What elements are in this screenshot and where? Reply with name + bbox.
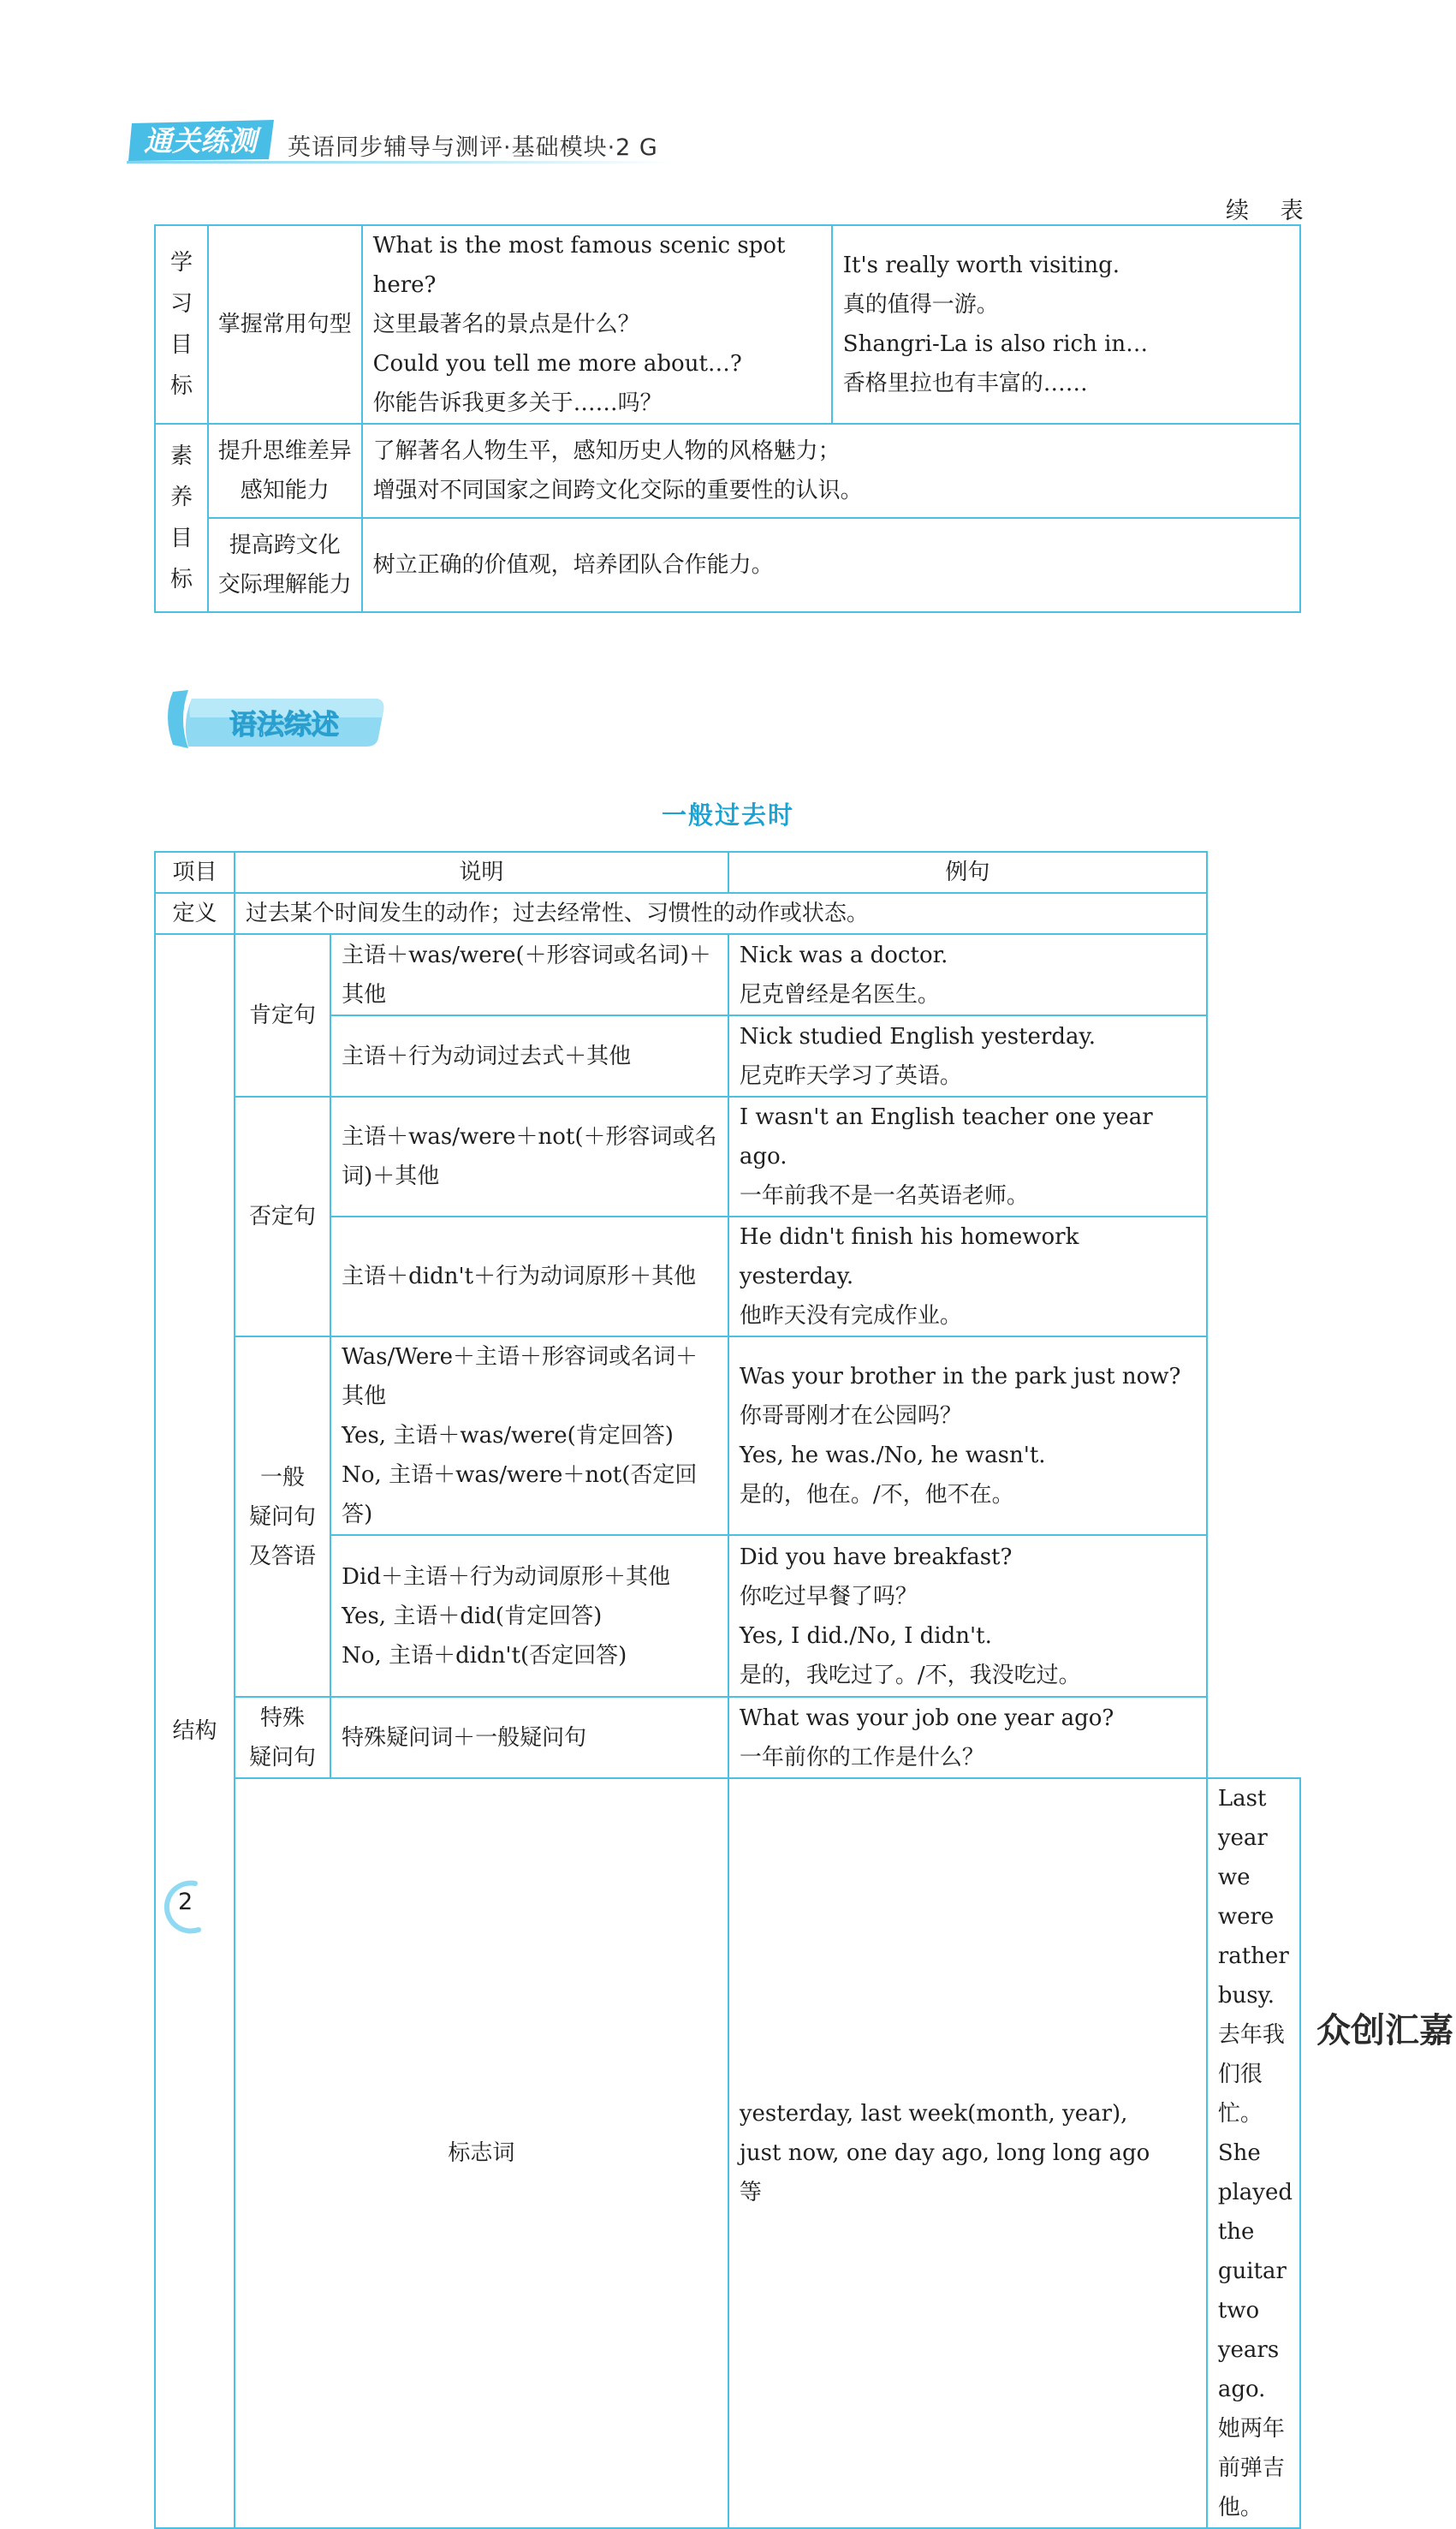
- example-cell: He didn't finish his homework yesterday. 他昨天没有完成作业。: [728, 1217, 1207, 1336]
- explanation-cell: yesterday, last week(month, year), just now, one day ago, long long ago 等: [728, 1778, 1207, 2528]
- series-logo: [127, 118, 279, 163]
- header-example: 例句: [728, 852, 1207, 893]
- example-cell: Was your brother in the park just now? 你哥哥刚才在公园吗？ Yes, he was./No, he wasn't. 是的，他在。/不，他不在。: [728, 1336, 1207, 1535]
- series-logo-text: 通关练测: [144, 124, 257, 158]
- section-title: 语法综述: [229, 708, 340, 741]
- explanation-cell: 主语＋was/were(＋形容词或名词)＋ 其他: [330, 934, 728, 1015]
- structure-label: 结构: [155, 934, 235, 2528]
- explanation-cell: 主语＋行为动词过去式＋其他: [330, 1015, 728, 1097]
- header-explanation: 说明: [235, 852, 728, 893]
- explanation-cell: Did＋主语＋行为动词原形＋其他 Yes, 主语＋did(肯定回答) No, 主语＋didn't(否定回答): [330, 1535, 728, 1697]
- page-number: 2: [178, 1889, 193, 1915]
- literacy-category: 提高跨文化 交际理解能力: [208, 518, 362, 612]
- example-cell: What was your job one year ago? 一年前你的工作是什么？: [728, 1697, 1207, 1778]
- example-cell: Last year we were rather busy. 去年我们很忙。 She played the guitar two years ago. 她两年前弹吉他。: [1207, 1778, 1300, 2528]
- affirmative-label: 肯定句: [235, 934, 330, 1097]
- header-item: 项目: [155, 852, 235, 893]
- learning-goal-category: 掌握常用句型: [208, 225, 362, 424]
- wh-question-label: 特殊 疑问句: [235, 1697, 330, 1778]
- example-cell: Did you have breakfast? 你吃过早餐了吗？ Yes, I did./No, I didn't. 是的，我吃过了。/不，我没吃过。: [728, 1535, 1207, 1697]
- sentence-patterns-left: What is the most famous scenic spot here? 这里最著名的景点是什么？ Could you tell me more about…? 你能告诉我更多关于……吗？: [362, 225, 832, 424]
- yes-no-question-label: 一般 疑问句 及答语: [235, 1336, 330, 1697]
- explanation-cell: 主语＋didn't＋行为动词原形＋其他: [330, 1217, 728, 1336]
- explanation-cell: Was/Were＋主语＋形容词或名词＋ 其他 Yes, 主语＋was/were(肯定回答) No, 主语＋was/were＋not(否定回答): [330, 1336, 728, 1535]
- definition-label: 定义: [155, 893, 235, 934]
- explanation-cell: 特殊疑问词＋一般疑问句: [330, 1697, 728, 1778]
- book-subtitle: 英语同步辅导与测评·基础模块·2 G: [288, 134, 658, 161]
- watermark: 众创汇嘉: [1316, 2011, 1453, 2050]
- continued-label: 续 表: [1226, 198, 1316, 224]
- example-cell: Nick studied English yesterday. 尼克昨天学习了英语。: [728, 1015, 1207, 1097]
- definition-text: 过去某个时间发生的动作；过去经常性、习惯性的动作或状态。: [235, 893, 1207, 934]
- goals-table: [154, 224, 1301, 613]
- learning-goal-label: 学 习 目 标: [155, 225, 208, 424]
- negative-label: 否定句: [235, 1097, 330, 1336]
- grammar-table: [154, 851, 1301, 2529]
- literacy-content: 了解著名人物生平，感知历史人物的风格魅力； 增强对不同国家之间跨文化交际的重要性的认识。: [362, 424, 1300, 518]
- example-cell: I wasn't an English teacher one year ago. 一年前我不是一名英语老师。: [728, 1097, 1207, 1217]
- explanation-cell: 主语＋was/were＋not(＋形容词或名 词)＋其他: [330, 1097, 728, 1217]
- example-cell: Nick was a doctor. 尼克曾经是名医生。: [728, 934, 1207, 1015]
- sentence-patterns-right: It's really worth visiting. 真的值得一游。 Shangri-La is also rich in… 香格里拉也有丰富的……: [832, 225, 1300, 424]
- literacy-category: 提升思维差异 感知能力: [208, 424, 362, 518]
- grammar-table-title: 一般过去时: [661, 800, 794, 830]
- literacy-content: 树立正确的价值观，培养团队合作能力。: [362, 518, 1300, 612]
- literacy-goal-label: 素 养 目 标: [155, 424, 208, 612]
- section-badge: [154, 673, 385, 759]
- signal-words-label: 标志词: [235, 1778, 728, 2528]
